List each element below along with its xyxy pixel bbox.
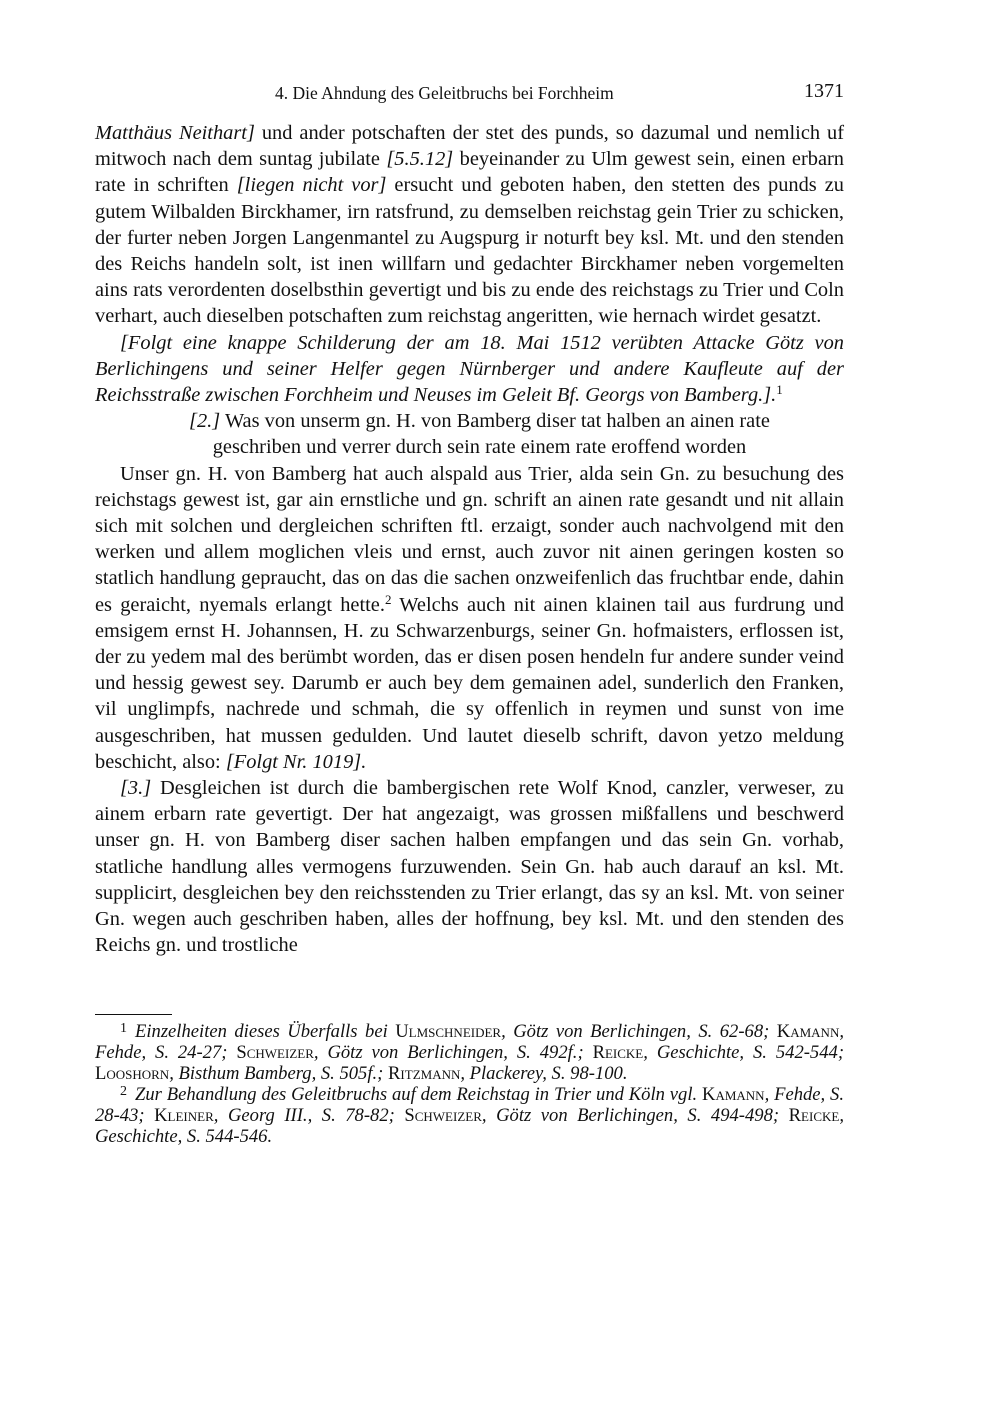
- text-run: , Götz von Berlichingen, S. 492f.;: [313, 1041, 593, 1063]
- text-run: Unser gn. H. von Bamberg hat auch alspald aus Trier, alda sein Gn. zu besuchung des reichstags gewest ist, gar ain ernstliche und gn. schrift an ainen rate gesandt und nit allain sich mit solchen und dergleichen schriften ftl. erzaigt, sonder auch nachvolgend mit den werken und allem moglichen vleis und ernst, auch zuvor nit ainen geringen kosten so statlich handlung gepraucht, das on das die sachen onzweifenlich das fruchtbar ende, dahin es geraicht, nyemals erlangt hette.: [95, 462, 844, 616]
- text-run: , Georg III., S. 78-82;: [213, 1104, 405, 1126]
- footnote-ref: 2: [384, 591, 392, 607]
- paragraph-3: [95, 461, 844, 775]
- editorial-note: [Folgt eine knappe Schilderung der am 18. Mai 1512 verübten Attacke Götz von Berlichingens und seiner Helfer gegen Nürnberger und andere Kaufleute auf der Reichsstraße zwischen Forchheim und Neuses im Geleit Bf. Georgs von Bamberg.].: [95, 331, 844, 407]
- text-run: , Götz von Berlichingen, S. 494-498;: [481, 1104, 789, 1126]
- document-page: [95, 78, 844, 1147]
- text-run: und ander potschaften der stet des punds, so dazumal und nemlich uf mitwoch nach dem suntag jubilate: [95, 122, 845, 171]
- footnote-number: 2: [120, 1083, 127, 1099]
- author-name: Looshorn: [95, 1062, 170, 1084]
- paragraph-1: [95, 120, 844, 330]
- editorial-note: Matthäus Neithart]: [95, 122, 255, 144]
- running-title: 4. Die Ahndung des Geleitbruchs bei Forchheim: [275, 83, 614, 103]
- text-run: Welchs auch nit ainen klainen tail aus furdrung und emsigem ernst H. Johannsen, H. zu Schwarzenburgs, seiner Gn. hofmaisters, erflossen ist, der zu yedem mal des berümbt worden, das er disen posen hendeln fur andere sunder veind und hessig gewest sey. Darumb er auch bey dem gemainen adel, sunderlich den Franken, vil unglimpfs, nachrede und schmah, die sy offenlich in reymen und sunst von ime ausgeschriben, hat mussen gedulden. Und lautet dieselb schrift, davon yetzo meldung beschicht, also:: [95, 593, 844, 773]
- footnotes: [95, 1021, 844, 1147]
- editorial-note: [Folgt Nr. 1019].: [225, 750, 367, 773]
- author-name: Reicke: [592, 1041, 644, 1063]
- footnote-ref: 1: [776, 382, 783, 398]
- footnote-1: [95, 1021, 844, 1084]
- text-run: , Götz von Berlichingen, S. 62-68;: [501, 1020, 777, 1042]
- text-run: Desgleichen ist durch die bambergischen rete Wolf Knod, canzler, verweser, zu ainem erbarn rate gevertigt. Der hat angezaigt, was grossen mißfallens und beschwerd unser gn. H. von Bamberg diser sachen halben empfangen und das sein Gn. vorhab, statliche handlung alles vermogens furzuwenden. Sein Gn. hab auch darauf an ksl. Mt. supplicirt, desgleichen bey den reichsstenden zu Trier erlangt, das sy an ksl. Mt. von seiner Gn. wegen auch geschriben haben, alles der hoffnung, bey ksl. Mt. und den stenden des Reichs gn. und trostliche: [95, 777, 844, 957]
- paragraph-4: [95, 775, 844, 958]
- paragraph-2: [95, 330, 844, 409]
- editorial-note: [5.5.12]: [386, 148, 454, 171]
- author-name: Kleiner: [154, 1104, 214, 1126]
- page-header: [95, 78, 844, 108]
- body-text: [95, 120, 844, 959]
- section-heading: [145, 408, 814, 460]
- author-name: Schweizer: [404, 1104, 482, 1126]
- text-run: , Fehde, S. 28-43;: [95, 1083, 844, 1126]
- text-run: Einzelheiten dieses Überfalls bei: [135, 1020, 396, 1042]
- author-name: Reicke: [788, 1104, 840, 1126]
- footnote-number: 1: [120, 1020, 127, 1036]
- footnote-2: [95, 1084, 844, 1147]
- section-number: [3.]: [120, 777, 152, 800]
- text-run: , Geschichte, S. 542-544;: [643, 1041, 845, 1063]
- text-run: , Bisthum Bamberg, S. 505f.;: [169, 1062, 389, 1084]
- text-run: , Plackerey, S. 98-100.: [460, 1062, 628, 1084]
- author-name: Kamann: [776, 1020, 840, 1042]
- text-run: , Geschichte, S. 544-546.: [95, 1104, 844, 1147]
- text-run: ersucht und geboten haben, den stetten des punds zu gutem Wilbalden Birckhamer, irn ratsfrund, zu demselben reichstag gein Trier zu schicken, der furter neben Jorgen Langenmantel zu Augspurg ir noturft bey ksl. Mt. und den stenden des Reichs handeln solt, ist inen willfarn und gedachter Birckhamer neben vorgemelten ains rats verordenten doselbsthin gevertigt und bis zu ende des reichstags zu Trier und Coln verhart, auch dieselben potschaften zum reichstag angeritten, wie hernach wirdet gesatzt.: [95, 174, 844, 328]
- page-number: 1371: [804, 80, 844, 102]
- text-run: Zur Behandlung des Geleitbruchs auf dem Reichstag in Trier und Köln vgl.: [135, 1083, 703, 1105]
- text-run: beyeinander zu Ulm gewest sein, einen erbarn rate in schriften: [95, 148, 844, 197]
- author-name: Schweizer: [236, 1041, 314, 1063]
- author-name: Ritzmann: [388, 1062, 461, 1084]
- editorial-note: [liegen nicht vor]: [236, 174, 387, 197]
- text-run: , Fehde, S. 24-27;: [95, 1020, 844, 1063]
- section-number: [2.]: [189, 410, 221, 433]
- author-name: Ulmschneider: [395, 1020, 502, 1042]
- section-title: Was von unserm gn. H. von Bamberg diser tat halben an ainen rate geschriben und verrer durch sein rate einem rate eroffend worden: [212, 410, 770, 459]
- author-name: Kamann: [702, 1083, 765, 1105]
- footnote-divider: [95, 1014, 172, 1015]
